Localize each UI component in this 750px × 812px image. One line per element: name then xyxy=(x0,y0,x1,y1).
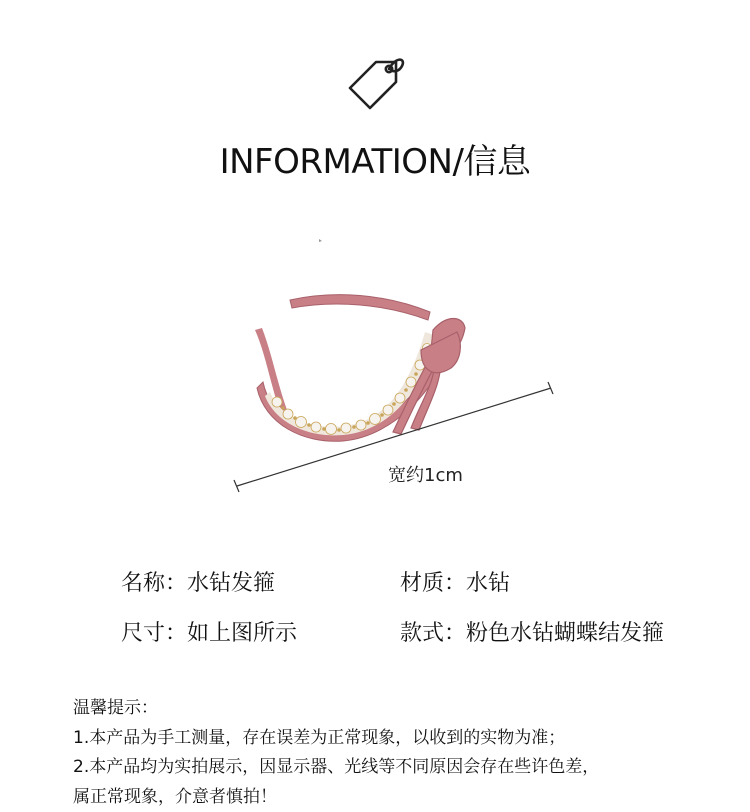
spec-style: 款式：粉色水钻蝴蝶结发箍 xyxy=(400,616,664,647)
spec-material: 材质：水钻 xyxy=(400,566,510,597)
width-measure-label: 宽约1cm xyxy=(388,461,463,487)
spec-size: 尺寸：如上图所示 xyxy=(121,616,297,647)
notes-section xyxy=(73,694,733,812)
notes-heading: 温馨提示： xyxy=(73,694,733,724)
notes-line-2: 2.本产品均为实拍展示，因显示器、光线等不同原因会存在些许色差， xyxy=(73,753,733,783)
notes-line-1: 1.本产品为手工测量，存在误差为正常现象，以收到的实物为准； xyxy=(73,724,733,754)
spec-name: 名称：水钻发箍 xyxy=(121,566,275,597)
price-tag-icon xyxy=(346,54,408,114)
notes-line-3: 属正常现象，介意者慎拍！ xyxy=(73,783,733,812)
page-title: INFORMATION/信息 xyxy=(0,134,750,183)
